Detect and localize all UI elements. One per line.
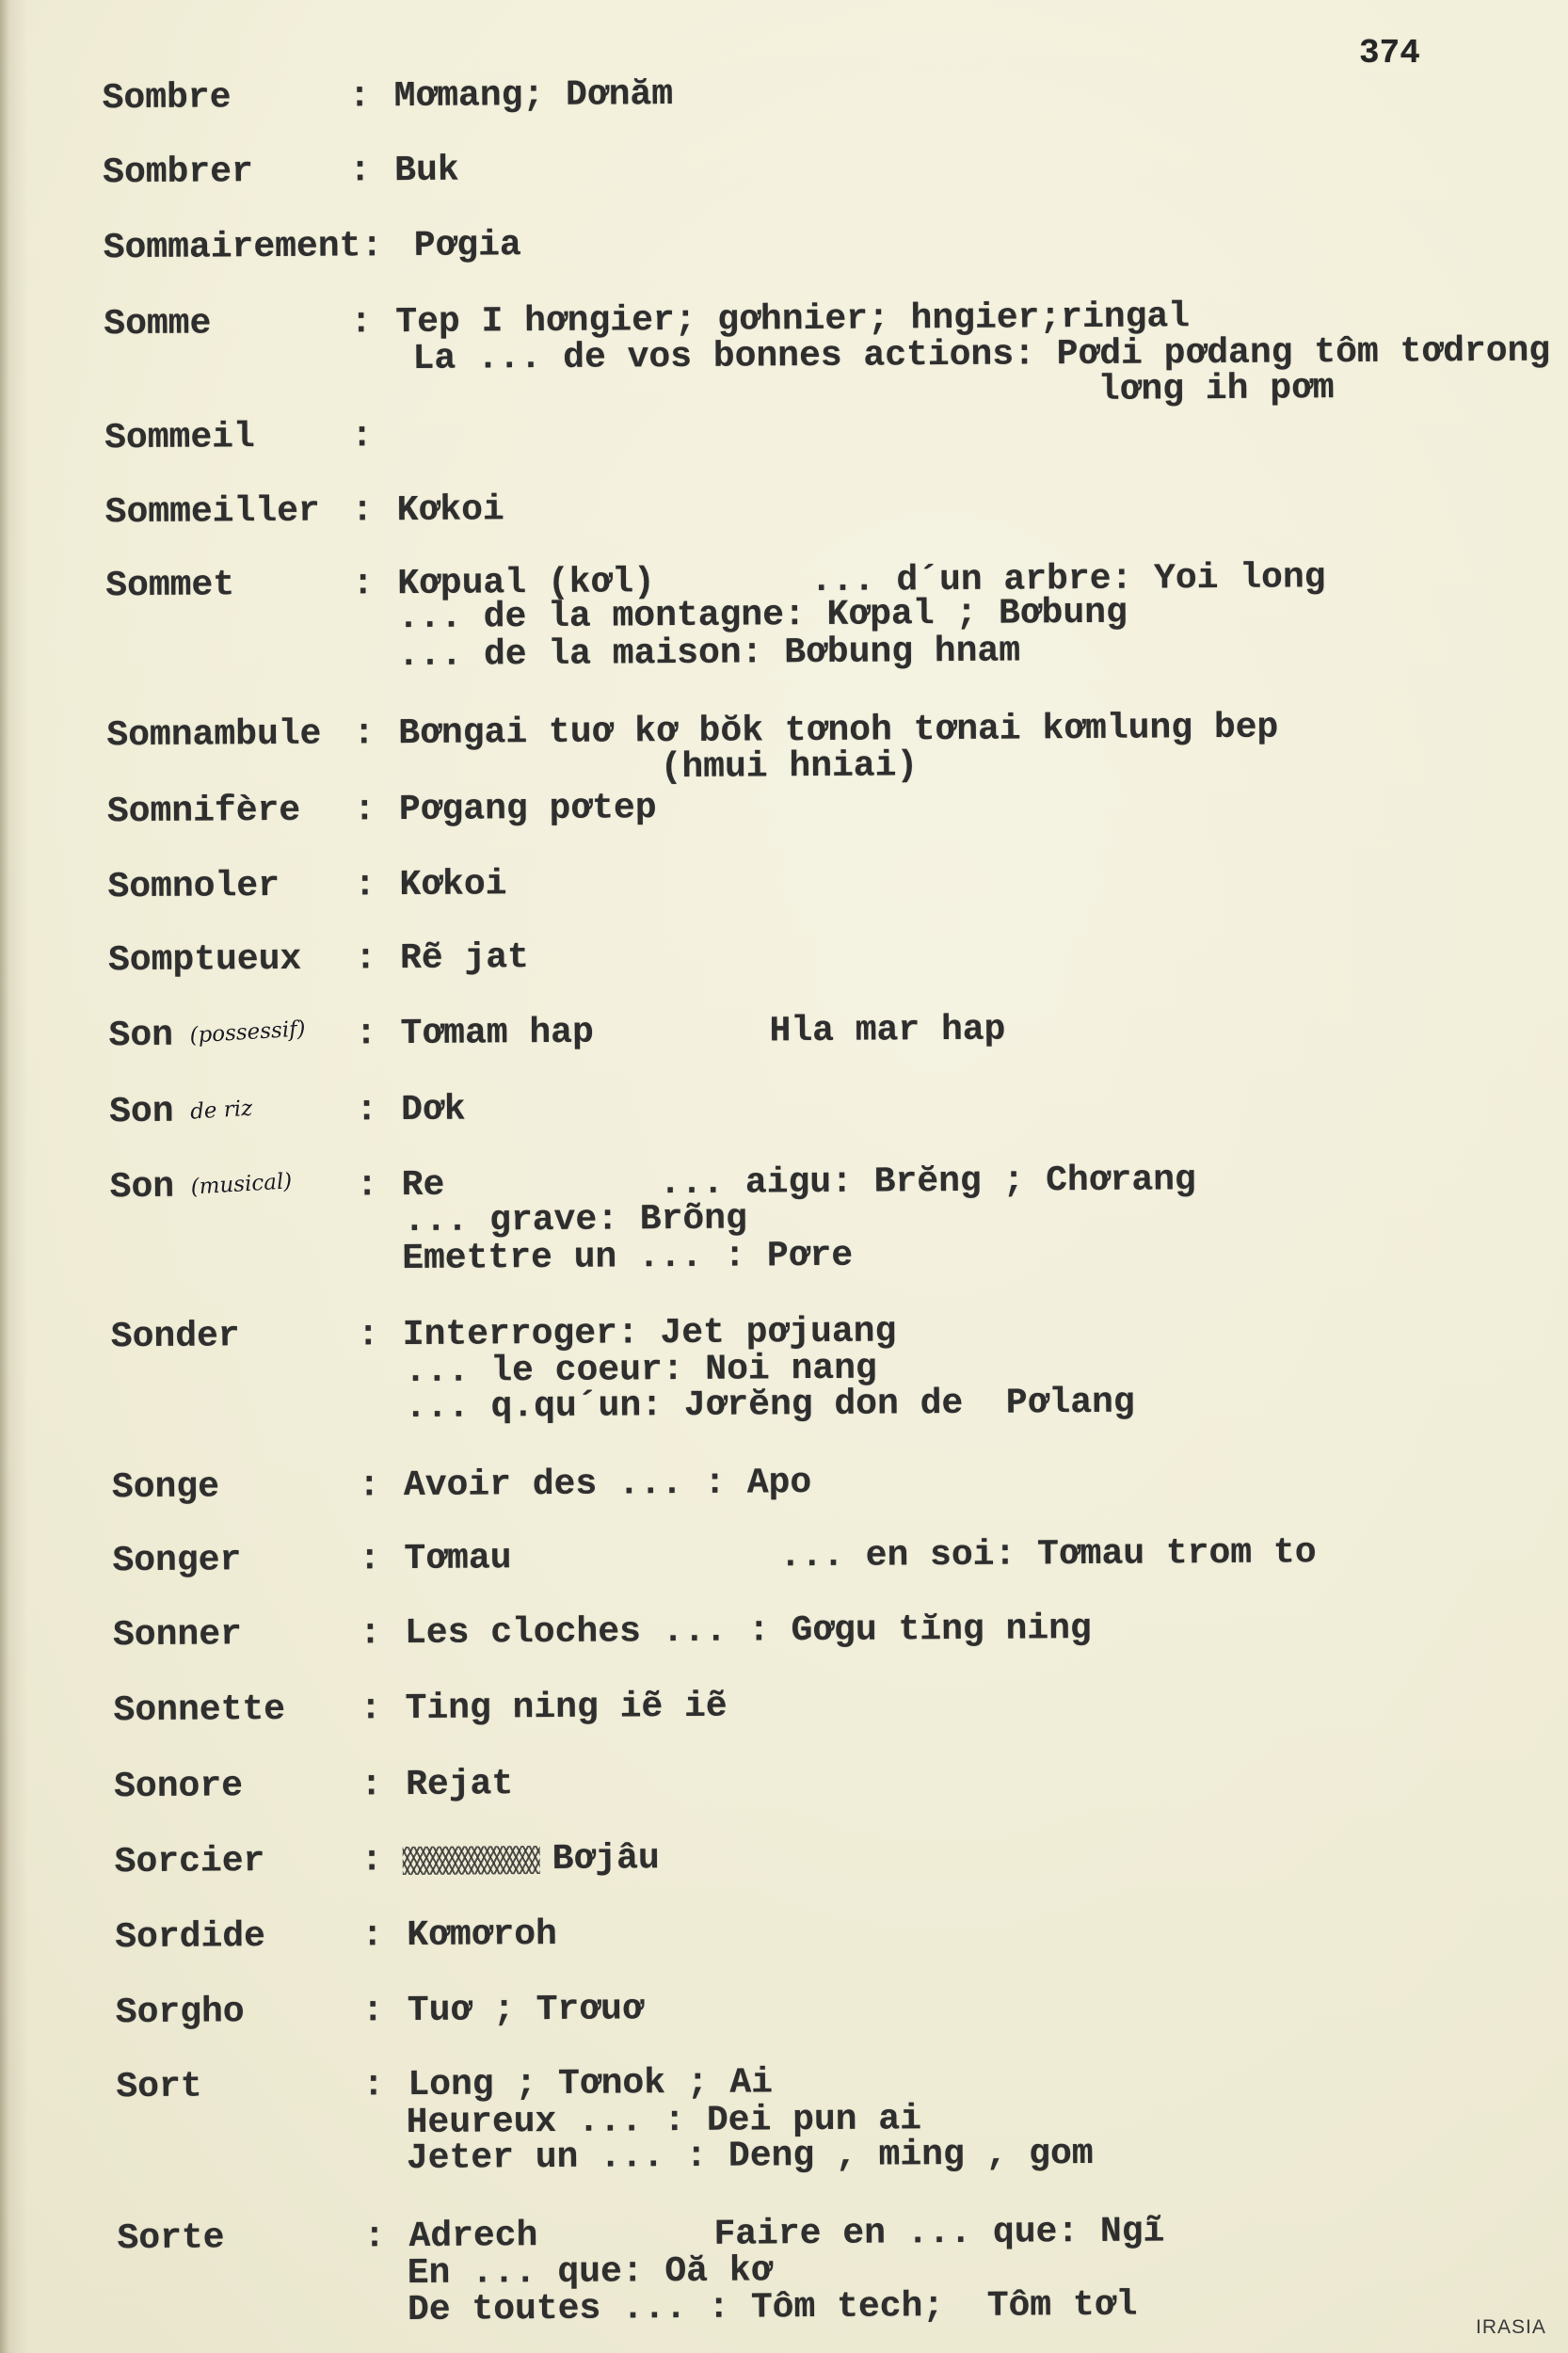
dictionary-entry xyxy=(9,1310,1554,1429)
dictionary-entry xyxy=(11,1609,1555,1655)
headword: Sonore xyxy=(114,1766,244,1808)
colon: : xyxy=(352,564,375,605)
colon: : xyxy=(358,1465,380,1507)
colon: : xyxy=(356,1165,378,1207)
headword: Somnoler xyxy=(107,865,280,908)
headword: Songer xyxy=(112,1540,242,1582)
definition-text: Kơpual (kơl) xyxy=(397,562,656,605)
dictionary-entry xyxy=(12,1760,1556,1806)
colon: : xyxy=(363,2217,386,2258)
definition-text: ... d´un arbre: Yoi long xyxy=(810,557,1326,602)
headword: Sordide xyxy=(115,1916,266,1959)
definition-text: Interroger: Jet pơjuang xyxy=(402,1311,897,1356)
definition-text: Re xyxy=(401,1164,445,1207)
colon: : xyxy=(353,713,376,755)
colon: : xyxy=(359,1613,382,1655)
dictionary-entry xyxy=(4,559,1548,677)
definition-text: Dơk xyxy=(401,1089,466,1131)
dictionary-entry xyxy=(6,785,1549,831)
watermark: IRASIA xyxy=(1476,2316,1546,2338)
colon: : xyxy=(348,76,371,118)
headword: Son xyxy=(108,1015,174,1057)
headword: Sombrer xyxy=(103,152,253,194)
headword: Somnambule xyxy=(106,713,322,757)
definition-text: Kơkoi xyxy=(396,489,504,532)
dictionary-entry xyxy=(1,146,1544,192)
definition-text: Avoir des ... : Apo xyxy=(403,1463,812,1507)
headword: Son xyxy=(109,1091,174,1133)
headword: Sommet xyxy=(105,565,235,607)
headword: Somnifère xyxy=(106,790,301,833)
dictionary-entry xyxy=(6,860,1549,906)
colon: : xyxy=(350,302,373,344)
headword: Sommeil xyxy=(104,417,255,459)
colon: : xyxy=(353,790,376,831)
definition-text: ... aigu: Brĕng ; Chơrang xyxy=(659,1160,1196,1205)
handwritten-note: (possessif) xyxy=(188,1016,307,1048)
headword: Sorte xyxy=(117,2217,225,2260)
colon: : xyxy=(354,865,376,906)
definition-text: ... grave: Brõng xyxy=(403,1198,747,1242)
definition-text: Tơmam hap xyxy=(400,1012,594,1055)
dictionary-entry xyxy=(2,221,1545,267)
dictionary-entry xyxy=(7,934,1550,980)
colon: : xyxy=(356,1090,378,1131)
definition-text: Les cloches ... : Gơgu tĭng ning xyxy=(404,1608,1092,1655)
dictionary-entry xyxy=(7,1009,1550,1055)
definition-text: Buk xyxy=(394,150,459,192)
headword: Sorcier xyxy=(114,1841,265,1883)
colon: : xyxy=(361,1991,384,2032)
definition-text: Bơngai tuơ kơ bŏk tơnoh tơnai kơmlung bep xyxy=(398,707,1279,755)
definition-text: Heureux ... : Dei pun ai xyxy=(406,2099,922,2144)
headword: Sonnette xyxy=(113,1689,286,1732)
handwritten-note: de riz xyxy=(189,1096,253,1125)
dictionary-entry xyxy=(5,709,1548,791)
definition-text: Long ; Tơnok ; Ai xyxy=(408,2062,774,2106)
dictionary-entry xyxy=(14,2059,1559,2179)
definition-text: Pơgang pơtep xyxy=(398,788,657,831)
definition-text: Jeter un ... : Deng , ming , gom xyxy=(406,2133,1094,2180)
definition-text: La ... de vos bonnes actions: Pơdi pơdang tôm tơdrong xyxy=(412,330,1551,379)
headword: Somptueux xyxy=(107,938,302,982)
definition-text: lơng ih pơm xyxy=(1097,368,1335,410)
definition-text: Tơmau xyxy=(404,1538,512,1580)
definition-text: Tep I hơngier; gơhnier; hngier;ringal xyxy=(395,296,1191,344)
definition-text: Kơmơroh xyxy=(407,1913,558,1957)
dictionary-entry xyxy=(8,1160,1553,1280)
definition-text: De toutes ... : Tôm tech; Tôm tơl xyxy=(407,2284,1138,2331)
colon: : xyxy=(351,416,374,457)
struck-out-word xyxy=(403,1846,540,1875)
dictionary-entry xyxy=(8,1085,1551,1131)
dictionary-entry xyxy=(3,411,1546,457)
definition-text: Bơjâu xyxy=(552,1838,660,1880)
colon: : xyxy=(360,1765,383,1806)
dictionary-entry xyxy=(10,1534,1554,1580)
colon: : xyxy=(362,2065,385,2106)
headword: Son xyxy=(109,1166,175,1209)
dictionary-entry xyxy=(11,1684,1555,1730)
definition-text: Faire en ... que: Ngĩ xyxy=(713,2211,1165,2255)
headword: Sorgho xyxy=(115,1992,245,2034)
colon: : xyxy=(360,1689,382,1730)
colon: : xyxy=(361,1915,384,1957)
definition-text: Pơgia xyxy=(413,225,521,266)
headword: Sommeiller xyxy=(104,490,320,534)
definition-text: Kơkoi xyxy=(399,864,507,906)
colon: : xyxy=(359,1539,381,1580)
definition-text: ... le coeur: Noi nang xyxy=(404,1348,877,1393)
definition-text: Adrech xyxy=(408,2216,538,2258)
dictionary-entry xyxy=(14,1985,1558,2034)
dictionary-entry xyxy=(1,72,1544,118)
definition-text: Emettre un ... : Pơre xyxy=(402,1235,854,1280)
headword: Sombre xyxy=(102,77,232,120)
colon: : xyxy=(351,490,374,532)
colon: : xyxy=(360,1840,383,1881)
definition-text: Rejat xyxy=(406,1764,514,1806)
entry-list xyxy=(0,1,1560,2336)
definition-text: ... en soi: Tơmau trom to xyxy=(779,1532,1317,1577)
definition-text: ... de la maison: Bơbung hnam xyxy=(397,631,1021,677)
headword: Songe xyxy=(111,1466,220,1509)
headword: Somme xyxy=(104,303,212,345)
dictionary-entry xyxy=(4,486,1547,532)
dictionary-entry xyxy=(13,1911,1557,1957)
headword: Sonder xyxy=(110,1316,240,1358)
definition-text: Mơmang; Dơnăm xyxy=(393,74,674,118)
handwritten-note: (musical) xyxy=(189,1169,293,1200)
definition-text: ... de la montagne: Kơpal ; Bơbung xyxy=(397,592,1128,639)
definition-text: En ... que: Oă kơ xyxy=(407,2250,773,2295)
definition-text: Tuơ ; Trơuơ xyxy=(407,1989,644,2032)
definition-text: Hla mar hap xyxy=(769,1009,1006,1052)
dictionary-entry xyxy=(13,1835,1557,1881)
dictionary-entry xyxy=(15,2211,1560,2330)
headword: Sonner xyxy=(112,1614,243,1657)
colon: : xyxy=(360,226,383,267)
headword: Sommairement xyxy=(103,226,361,269)
colon: : xyxy=(355,1014,377,1055)
colon: : xyxy=(357,1315,379,1356)
colon: : xyxy=(354,938,377,980)
definition-text: Rẽ jat xyxy=(399,937,530,980)
colon: : xyxy=(349,151,372,192)
definition-text: ... q.qu´un: Jơrĕng don de Pơlang xyxy=(405,1382,1135,1429)
dictionary-entry xyxy=(2,296,1551,416)
definition-text: Ting ning iẽ iẽ xyxy=(405,1686,728,1730)
definition-text: (hmui hniai) xyxy=(660,745,919,789)
dictionary-entry xyxy=(10,1461,1554,1507)
page-number: 374 xyxy=(1359,34,1420,72)
headword: Sort xyxy=(116,2066,202,2108)
